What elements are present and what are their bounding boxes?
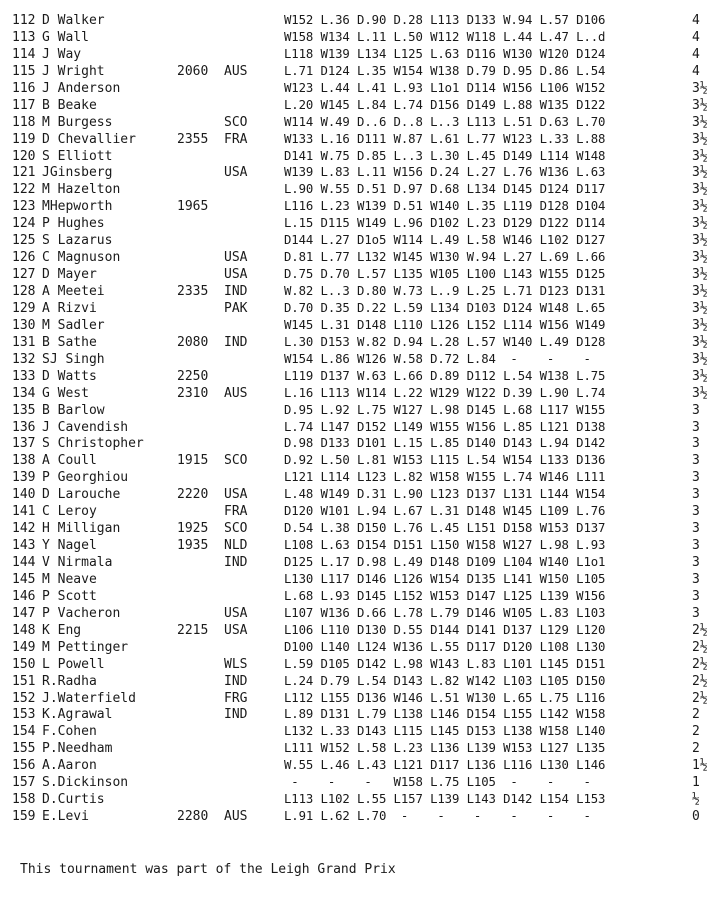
- player-number: 151: [12, 673, 36, 689]
- round-results: L.16 L113 W114 L.22 W129 W122 D.39 L.90 L.74: [284, 385, 606, 400]
- table-row: [12, 673, 724, 690]
- table-row: [12, 317, 724, 334]
- player-score: 3½: [692, 182, 708, 198]
- round-results: D.92 L.50 L.81 W153 L115 L.54 W154 L133 D136: [284, 453, 606, 468]
- table-row: [12, 486, 724, 503]
- player-rating: 1925: [177, 521, 209, 537]
- table-row: [12, 605, 724, 622]
- player-score: 2½: [692, 690, 708, 706]
- round-results: L130 L117 D146 L126 W154 D135 L141 W150 L105: [284, 571, 606, 586]
- player-score: 1: [692, 775, 700, 791]
- table-row: [12, 622, 724, 639]
- player-rating: 2080: [177, 334, 209, 350]
- player-name: S Lazarus: [42, 233, 113, 249]
- player-score: 3: [692, 521, 700, 537]
- table-row: [12, 537, 724, 554]
- player-score: 3: [692, 571, 700, 587]
- player-name: J.Waterfield: [42, 690, 136, 706]
- player-name: S.Dickinson: [42, 775, 129, 791]
- player-score: 3½: [692, 114, 708, 130]
- player-score: 2: [692, 741, 700, 757]
- player-name: M Sadler: [42, 317, 105, 333]
- player-number: 119: [12, 131, 36, 147]
- player-name: C Magnuson: [42, 250, 121, 266]
- round-results: L108 L.63 D154 D151 L150 W158 W127 L.98 L.93: [284, 538, 606, 553]
- table-row: [12, 452, 724, 469]
- table-row: [12, 300, 724, 317]
- table-row: [12, 148, 724, 165]
- player-score: 3: [692, 588, 700, 604]
- player-name: A.Aaron: [42, 758, 97, 774]
- player-name: M Neave: [42, 571, 97, 587]
- player-federation: FRG: [224, 690, 248, 706]
- player-score: 3: [692, 555, 700, 570]
- player-name: D Watts: [42, 368, 97, 384]
- player-number: 118: [12, 114, 36, 130]
- player-number: 133: [12, 368, 36, 384]
- player-name: SJ Singh: [42, 351, 105, 367]
- round-results: W154 L.86 W126 W.58 D.72 L.84 - - -: [284, 351, 591, 366]
- player-score: 3: [692, 419, 700, 435]
- player-number: 146: [12, 588, 36, 604]
- player-number: 127: [12, 267, 36, 283]
- round-results: L.89 D131 L.79 L138 L146 D154 L155 L142 W158: [284, 707, 606, 722]
- round-results: D120 W101 L.94 L.67 L.31 D148 W145 L109 L.76: [284, 504, 606, 519]
- player-score: 2: [692, 707, 700, 723]
- table-row: [12, 656, 724, 673]
- round-results: D141 W.75 D.85 L..3 L.30 L.45 D149 L114 W148: [284, 148, 606, 163]
- round-results: W114 W.49 D..6 D..8 L..3 L113 L.51 D.63 L.70: [284, 114, 606, 129]
- player-name: V Nirmala: [42, 555, 113, 570]
- player-federation: IND: [224, 707, 248, 723]
- player-number: 138: [12, 453, 36, 469]
- table-row: [12, 588, 724, 605]
- player-name: D Walker: [42, 13, 105, 28]
- player-number: 155: [12, 741, 36, 757]
- player-number: 136: [12, 419, 36, 435]
- table-row: [12, 791, 724, 808]
- table-row: [12, 571, 724, 588]
- player-number: 157: [12, 775, 36, 791]
- player-name: JGinsberg: [42, 165, 113, 181]
- player-federation: SCO: [224, 114, 248, 130]
- player-number: 113: [12, 29, 36, 45]
- player-name: S Christopher: [42, 436, 144, 452]
- round-results: - - - W158 L.75 L105 - - -: [284, 775, 591, 790]
- player-number: 144: [12, 555, 36, 570]
- player-name: C Leroy: [42, 504, 97, 520]
- player-name: J Wright: [42, 63, 105, 79]
- player-score: ½: [692, 792, 700, 808]
- table-row: [12, 723, 724, 740]
- round-results: L132 L.33 D143 L115 L145 D153 L138 W158 L140: [284, 724, 606, 739]
- player-rating: 2355: [177, 131, 209, 147]
- player-number: 158: [12, 792, 36, 808]
- player-number: 114: [12, 46, 36, 62]
- player-federation: IND: [224, 555, 248, 570]
- player-score: 3½: [692, 300, 708, 316]
- table-row: [12, 774, 724, 791]
- player-score: 2½: [692, 622, 708, 638]
- crosstable: [12, 12, 724, 825]
- table-row: [12, 740, 724, 757]
- player-name: H Milligan: [42, 521, 121, 537]
- round-results: W152 L.36 D.90 D.28 L113 D133 W.94 L.57 D106: [284, 13, 606, 27]
- round-results: L107 W136 D.66 L.78 L.79 D146 W105 L.83 L103: [284, 605, 606, 620]
- player-name: D Chevallier: [42, 131, 136, 147]
- round-results: D100 L140 L124 W136 L.55 D117 D120 L108 L130: [284, 639, 606, 654]
- player-score: 2½: [692, 656, 708, 672]
- player-federation: IND: [224, 284, 248, 299]
- player-score: 3½: [692, 351, 708, 367]
- round-results: L.15 D115 W149 L.96 D102 L.23 D129 D122 D114: [284, 216, 606, 231]
- player-number: 159: [12, 809, 36, 825]
- player-rating: 1965: [177, 199, 209, 215]
- player-number: 121: [12, 165, 36, 181]
- player-number: 128: [12, 284, 36, 299]
- round-results: L112 L155 D136 W146 L.51 W130 L.65 L.75 L116: [284, 690, 606, 705]
- player-name: P Georghiou: [42, 470, 129, 486]
- round-results: L106 L110 D130 D.55 D144 D141 D137 L129 L120: [284, 622, 606, 637]
- footer-note: This tournament was part of the Leigh Grand Prix: [20, 862, 396, 877]
- player-score: 3½: [692, 199, 708, 215]
- player-score: 3½: [692, 165, 708, 181]
- player-name: S Elliott: [42, 148, 113, 164]
- round-results: D144 L.27 D1o5 W114 L.49 L.58 W146 L102 D127: [284, 233, 606, 248]
- player-score: 3½: [692, 385, 708, 401]
- player-number: 117: [12, 97, 36, 113]
- player-score: 3: [692, 402, 700, 418]
- table-row: [12, 520, 724, 537]
- player-name: K.Agrawal: [42, 707, 113, 723]
- table-row: [12, 503, 724, 520]
- round-results: D125 L.17 D.98 L.49 D148 D109 L104 W140 L1o1: [284, 555, 606, 569]
- player-score: 3: [692, 436, 700, 452]
- table-row: [12, 215, 724, 232]
- player-number: 131: [12, 334, 36, 350]
- player-name: B Sathe: [42, 334, 97, 350]
- player-rating: 2215: [177, 622, 209, 638]
- player-number: 130: [12, 317, 36, 333]
- player-name: D Larouche: [42, 487, 121, 503]
- player-federation: FRA: [224, 131, 248, 147]
- player-score: 3: [692, 453, 700, 469]
- player-number: 129: [12, 300, 36, 316]
- player-score: 3½: [692, 148, 708, 164]
- player-number: 122: [12, 182, 36, 198]
- player-score: 3: [692, 605, 700, 621]
- player-name: G West: [42, 385, 89, 401]
- player-federation: AUS: [224, 809, 248, 825]
- round-results: L121 L114 L123 L.82 W158 W155 L.74 W146 L111: [284, 470, 606, 485]
- player-federation: USA: [224, 267, 248, 283]
- table-row: [12, 690, 724, 707]
- player-number: 123: [12, 199, 36, 215]
- table-row: [12, 266, 724, 283]
- player-federation: SCO: [224, 453, 248, 469]
- round-results: D.81 L.77 L132 W145 W130 W.94 L.27 L.69 L.66: [284, 250, 606, 265]
- player-number: 142: [12, 521, 36, 537]
- table-row: [12, 757, 724, 774]
- player-name: K Eng: [42, 622, 82, 638]
- player-federation: SCO: [224, 521, 248, 537]
- player-federation: IND: [224, 334, 248, 350]
- table-row: [12, 808, 724, 825]
- round-results: L.91 L.62 L.70 - - - - - -: [284, 809, 591, 824]
- table-row: [12, 131, 724, 148]
- round-results: L.71 D124 L.35 W154 W138 D.79 D.95 D.86 L.54: [284, 63, 606, 78]
- table-row: [12, 435, 724, 452]
- table-row: [12, 80, 724, 97]
- round-results: L.30 D153 W.82 D.94 L.28 L.57 W140 L.49 D128: [284, 334, 606, 349]
- round-results: L.59 D105 D142 L.98 W143 L.83 L101 L145 D151: [284, 656, 606, 671]
- player-name: M Pettinger: [42, 639, 129, 655]
- table-row: [12, 29, 724, 46]
- player-federation: FRA: [224, 504, 248, 520]
- player-name: P Vacheron: [42, 605, 121, 621]
- player-score: 2: [692, 724, 700, 740]
- player-number: 125: [12, 233, 36, 249]
- player-name: J Way: [42, 46, 82, 62]
- player-score: 3½: [692, 97, 708, 113]
- player-score: 3½: [692, 233, 708, 249]
- round-results: D.95 L.92 L.75 W127 L.98 D145 L.68 L117 W155: [284, 402, 606, 417]
- player-number: 147: [12, 605, 36, 621]
- round-results: D.98 D133 D101 L.15 L.85 D140 D143 L.94 D142: [284, 436, 606, 451]
- player-score: 4: [692, 29, 700, 45]
- player-name: A Coull: [42, 453, 97, 469]
- player-federation: USA: [224, 250, 248, 266]
- player-number: 141: [12, 504, 36, 520]
- table-row: [12, 419, 724, 436]
- player-rating: 2250: [177, 368, 209, 384]
- player-rating: 2220: [177, 487, 209, 503]
- player-score: 3½: [692, 317, 708, 333]
- player-number: 148: [12, 622, 36, 638]
- player-number: 124: [12, 216, 36, 232]
- table-row: [12, 554, 724, 571]
- player-number: 137: [12, 436, 36, 452]
- player-score: 3½: [692, 250, 708, 266]
- player-rating: 1915: [177, 453, 209, 469]
- table-row: [12, 232, 724, 249]
- player-number: 120: [12, 148, 36, 164]
- player-name: L Powell: [42, 656, 105, 672]
- player-rating: 2335: [177, 284, 209, 299]
- player-name: MHepworth: [42, 199, 113, 215]
- round-results: W.82 L..3 D.80 W.73 L..9 L.25 L.71 D123 D131: [284, 284, 606, 298]
- table-row: [12, 164, 724, 181]
- player-name: M Hazelton: [42, 182, 121, 198]
- player-score: 3½: [692, 80, 708, 96]
- player-score: 2½: [692, 673, 708, 689]
- player-name: J Anderson: [42, 80, 121, 96]
- player-number: 150: [12, 656, 36, 672]
- player-number: 116: [12, 80, 36, 96]
- player-federation: IND: [224, 673, 248, 689]
- player-number: 132: [12, 351, 36, 367]
- round-results: L113 L102 L.55 L157 L139 L143 D142 L154 L153: [284, 792, 606, 807]
- player-number: 134: [12, 385, 36, 401]
- player-name: B Beake: [42, 97, 97, 113]
- table-row: [12, 249, 724, 266]
- player-federation: WLS: [224, 656, 248, 672]
- player-score: 3: [692, 487, 700, 503]
- player-score: 2½: [692, 639, 708, 655]
- player-federation: USA: [224, 622, 248, 638]
- table-row: [12, 368, 724, 385]
- round-results: D.75 D.70 L.57 L135 W105 L100 L143 W155 D125: [284, 267, 606, 282]
- player-rating: 1935: [177, 538, 209, 554]
- player-number: 143: [12, 538, 36, 554]
- player-federation: USA: [224, 487, 248, 503]
- round-results: D.54 L.38 D150 L.76 L.45 L151 D158 W153 D137: [284, 521, 606, 536]
- player-score: 3½: [692, 284, 708, 299]
- player-number: 153: [12, 707, 36, 723]
- player-number: 115: [12, 63, 36, 79]
- player-number: 154: [12, 724, 36, 740]
- player-number: 139: [12, 470, 36, 486]
- player-federation: USA: [224, 605, 248, 621]
- player-score: 1½: [692, 758, 708, 774]
- player-federation: PAK: [224, 300, 248, 316]
- player-score: 3: [692, 470, 700, 486]
- round-results: W133 L.16 D111 W.87 L.61 L.77 W123 L.33 L.88: [284, 131, 606, 146]
- player-name: A Rizvi: [42, 300, 97, 316]
- round-results: W123 L.44 L.41 L.93 L1o1 D114 W156 L106 W152: [284, 80, 606, 95]
- table-row: [12, 469, 724, 486]
- player-score: 3½: [692, 216, 708, 232]
- table-row: [12, 334, 724, 351]
- player-name: F.Cohen: [42, 724, 97, 740]
- table-row: [12, 198, 724, 215]
- round-results: D.70 D.35 D.22 L.59 L134 D103 D124 W148 L.65: [284, 300, 606, 315]
- round-results: L.48 W149 D.31 L.90 L123 D137 L131 L144 W154: [284, 487, 606, 502]
- table-row: [12, 181, 724, 198]
- table-row: [12, 97, 724, 114]
- round-results: W139 L.83 L.11 W156 D.24 L.27 L.76 W136 L.63: [284, 165, 606, 180]
- table-row: [12, 12, 724, 29]
- table-row: [12, 351, 724, 368]
- player-name: Y Nagel: [42, 538, 97, 554]
- player-federation: AUS: [224, 63, 248, 79]
- table-row: [12, 385, 724, 402]
- player-score: 4: [692, 63, 700, 79]
- player-score: 4: [692, 46, 700, 62]
- round-results: L111 W152 L.58 L.23 L136 L139 W153 L127 L135: [284, 741, 606, 756]
- player-name: R.Radha: [42, 673, 97, 689]
- player-number: 126: [12, 250, 36, 266]
- player-name: G Wall: [42, 29, 89, 45]
- round-results: L.74 L147 D152 L149 W155 W156 L.85 L121 D138: [284, 419, 606, 434]
- player-score: 3½: [692, 267, 708, 283]
- player-number: 112: [12, 13, 36, 28]
- round-results: W.55 L.46 L.43 L121 D117 L136 L116 L130 L146: [284, 758, 606, 773]
- player-score: 3½: [692, 334, 708, 350]
- round-results: L.90 W.55 D.51 D.97 D.68 L134 D145 D124 D117: [284, 182, 606, 197]
- table-row: [12, 639, 724, 656]
- player-federation: USA: [224, 165, 248, 181]
- player-federation: NLD: [224, 538, 248, 554]
- player-name: P.Needham: [42, 741, 113, 757]
- round-results: L.68 L.93 D145 L152 W153 D147 L125 L139 W156: [284, 588, 606, 603]
- table-row: [12, 114, 724, 131]
- player-number: 152: [12, 690, 36, 706]
- player-score: 3: [692, 504, 700, 520]
- player-rating: 2280: [177, 809, 209, 825]
- round-results: L116 L.23 W139 D.51 W140 L.35 L119 D128 D104: [284, 199, 606, 214]
- round-results: L118 W139 L134 L125 L.63 D116 W130 W120 D124: [284, 46, 606, 61]
- player-name: A Meetei: [42, 284, 105, 299]
- round-results: W158 W134 L.11 L.50 W112 W118 L.44 L.47 L..d: [284, 29, 606, 44]
- player-name: B Barlow: [42, 402, 105, 418]
- player-name: P Scott: [42, 588, 97, 604]
- round-results: L.24 D.79 L.54 D143 L.82 W142 L103 L105 D150: [284, 673, 606, 688]
- player-rating: 2310: [177, 385, 209, 401]
- table-row: [12, 46, 724, 63]
- table-row: [12, 63, 724, 80]
- table-row: [12, 402, 724, 419]
- player-score: 3½: [692, 368, 708, 384]
- player-name: J Cavendish: [42, 419, 129, 435]
- player-federation: AUS: [224, 385, 248, 401]
- table-row: [12, 283, 724, 300]
- player-score: 0: [692, 809, 700, 825]
- player-number: 149: [12, 639, 36, 655]
- player-name: P Hughes: [42, 216, 105, 232]
- player-number: 135: [12, 402, 36, 418]
- player-name: M Burgess: [42, 114, 113, 130]
- player-name: D Mayer: [42, 267, 97, 283]
- round-results: L119 D137 W.63 L.66 D.89 D112 L.54 W138 L.75: [284, 368, 606, 383]
- player-score: 4: [692, 13, 700, 28]
- player-number: 140: [12, 487, 36, 503]
- round-results: W145 L.31 D148 L110 L126 L152 L114 W156 W149: [284, 317, 606, 332]
- player-rating: 2060: [177, 63, 209, 79]
- table-row: [12, 706, 724, 723]
- player-name: D.Curtis: [42, 792, 105, 808]
- player-score: 3: [692, 538, 700, 554]
- round-results: L.20 W145 L.84 L.74 D156 D149 L.88 W135 D122: [284, 97, 606, 112]
- player-number: 145: [12, 571, 36, 587]
- player-name: E.Levi: [42, 809, 89, 825]
- player-score: 3½: [692, 131, 708, 147]
- player-number: 156: [12, 758, 36, 774]
